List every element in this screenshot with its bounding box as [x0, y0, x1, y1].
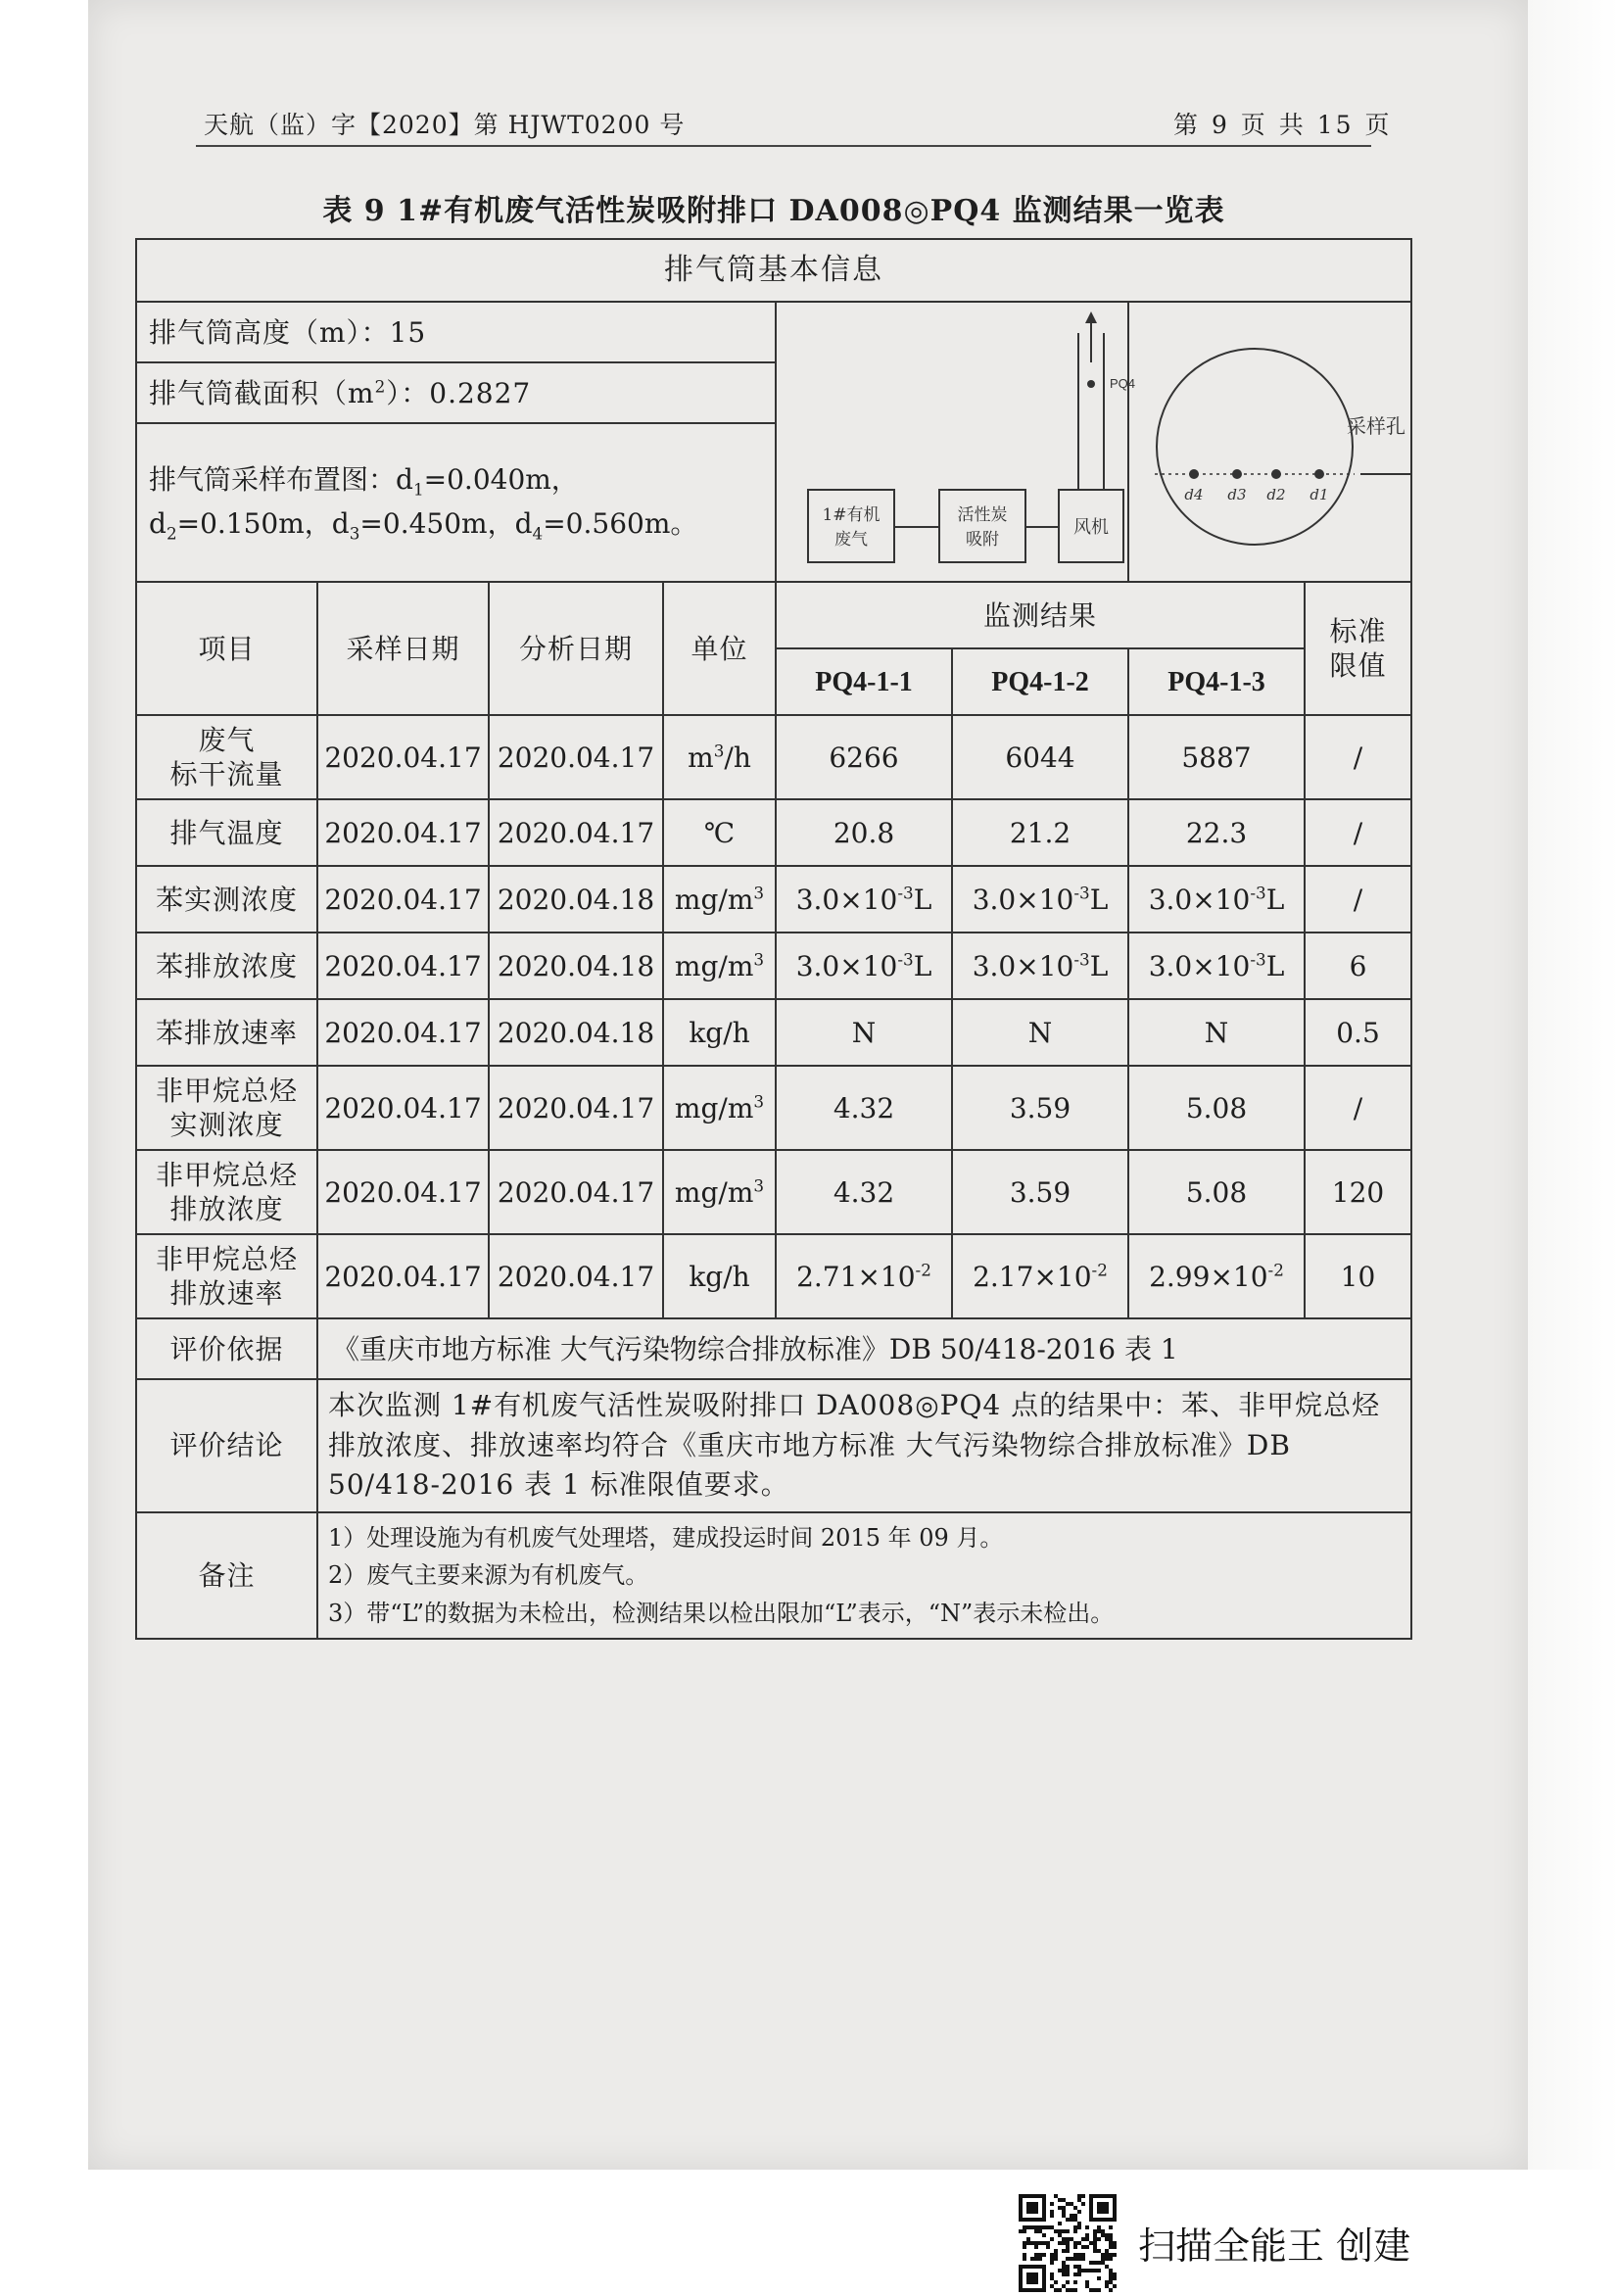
row-value: $3.0\times 10^{-3}L$ [776, 866, 952, 933]
stack-cross-section [1157, 349, 1353, 545]
sampling-hole-label: 采样孔 [1347, 414, 1405, 438]
row-analysis-date: 2020.04.17 [489, 799, 663, 866]
col-sample-date: 采样日期 [317, 582, 489, 715]
row-value: $3.0\times 10^{-3}L$ [1128, 933, 1305, 999]
fan-label: 风机 [1073, 517, 1109, 538]
row-value: 20.8 [776, 799, 952, 866]
row-value: 5.08 [1128, 1150, 1305, 1234]
process-diagram [776, 302, 1136, 582]
row-value: N [952, 999, 1128, 1066]
conclusion-text: 本次监测 1#有机废气活性炭吸附排口 DA008◎PQ4 点的结果中：苯、非甲烷总烃排放浓度、排放速率均符合《重庆市地方标准 大气污染物综合排放标准》DB 50/418-2016 表 1 标准限值要求。 [317, 1379, 1411, 1512]
table-row [136, 1234, 1411, 1318]
row-limit: / [1305, 866, 1411, 933]
row-unit: $mg/m^3$ [663, 1066, 776, 1150]
row-limit: / [1305, 799, 1411, 866]
table-row [136, 1066, 1411, 1150]
row-analysis-date: 2020.04.17 [489, 715, 663, 799]
row-value: 3.59 [952, 1066, 1128, 1150]
table-title: 表 9 1#有机废气活性炭吸附排口 DA008◎PQ4 监测结果一览表 [322, 194, 1225, 228]
row-value: 5887 [1128, 715, 1305, 799]
row-sample-date: 2020.04.17 [317, 1066, 489, 1150]
label-d4: d4 [1184, 486, 1204, 503]
row-sample-date: 2020.04.17 [317, 999, 489, 1066]
row-value: 22.3 [1128, 799, 1305, 866]
row-analysis-date: 2020.04.17 [489, 1150, 663, 1234]
row-value: 6044 [952, 715, 1128, 799]
row-unit: $mg/m^3$ [663, 866, 776, 933]
row-limit: 10 [1305, 1234, 1411, 1318]
row-analysis-date: 2020.04.18 [489, 999, 663, 1066]
row-analysis-date: 2020.04.17 [489, 1234, 663, 1318]
row-sample-date: 2020.04.17 [317, 715, 489, 799]
row-item: 苯排放速率 [136, 999, 317, 1066]
row-sample-date: 2020.04.17 [317, 799, 489, 866]
row-item: 非甲烷总烃 排放浓度 [136, 1150, 317, 1234]
table-row [136, 715, 1411, 799]
row-analysis-date: 2020.04.17 [489, 1066, 663, 1150]
row-item: 非甲烷总烃 排放速率 [136, 1234, 317, 1318]
row-unit: ℃ [663, 799, 776, 866]
row-unit: kg/h [663, 1234, 776, 1318]
row-limit: 0.5 [1305, 999, 1411, 1066]
note-item: 2）废气主要来源为有机废气。 [328, 1561, 649, 1590]
row-value: 3.59 [952, 1150, 1128, 1234]
row-item: 排气温度 [136, 799, 317, 866]
row-value: N [1128, 999, 1305, 1066]
row-item: 苯排放浓度 [136, 933, 317, 999]
row-value: 5.08 [1128, 1066, 1305, 1150]
row-value: $3.0\times 10^{-3}L$ [952, 866, 1128, 933]
scanner-watermark: 扫描全能王 创建 [1138, 2224, 1411, 2268]
row-analysis-date: 2020.04.18 [489, 933, 663, 999]
conclusion-label: 评价结论 [136, 1379, 317, 1512]
section-title: 排气筒基本信息 [136, 239, 1411, 302]
row-unit: $mg/m^3$ [663, 1150, 776, 1234]
col-pq4-1-3: PQ4-1-3 [1128, 648, 1305, 715]
table-row [136, 799, 1411, 866]
row-limit: 6 [1305, 933, 1411, 999]
paper-edge [1528, 0, 1619, 2170]
box2-line2: 吸附 [966, 530, 999, 550]
qr-code-icon [1019, 2194, 1117, 2292]
row-limit: / [1305, 715, 1411, 799]
row-sample-date: 2020.04.17 [317, 1150, 489, 1234]
row-value: $2.17\times 10^{-2}$ [952, 1234, 1128, 1318]
row-unit: $m^3/h$ [663, 715, 776, 799]
point-d3 [1232, 469, 1242, 479]
basis-label: 评价依据 [136, 1318, 317, 1379]
box2-line1: 活性炭 [957, 505, 1008, 525]
row-analysis-date: 2020.04.18 [489, 866, 663, 933]
sampling-point-dot [1087, 380, 1095, 388]
report-number: 天航（监）字【2020】第 HJWT0200 号 [204, 111, 686, 139]
row-sample-date: 2020.04.17 [317, 866, 489, 933]
point-d1 [1314, 469, 1324, 479]
table-row [136, 1150, 1411, 1234]
notes-text [317, 1512, 1411, 1639]
row-value: $3.0\times 10^{-3}L$ [776, 933, 952, 999]
point-d4 [1189, 469, 1199, 479]
basis-text: 《重庆市地方标准 大气污染物综合排放标准》DB 50/418-2016 表 1 [317, 1318, 1411, 1379]
row-value: $2.71\times 10^{-2}$ [776, 1234, 952, 1318]
stack-height: 排气筒高度（m）：15 [136, 302, 776, 362]
row-value: $2.99\times 10^{-2}$ [1128, 1234, 1305, 1318]
notes-label: 备注 [136, 1512, 317, 1639]
box1-line1: 1#有机 [822, 505, 881, 525]
point-d2 [1271, 469, 1281, 479]
note-item: 3）带“L”的数据为未检出，检测结果以检出限加“L”表示，“N”表示未检出。 [328, 1599, 1115, 1627]
row-value: 6266 [776, 715, 952, 799]
col-results: 监测结果 [776, 582, 1305, 648]
box1-line2: 废气 [834, 530, 868, 550]
stack-label: PQ4 [1110, 376, 1136, 391]
row-sample-date: 2020.04.17 [317, 1234, 489, 1318]
header-rule [196, 145, 1371, 147]
col-item: 项目 [136, 582, 317, 715]
col-unit: 单位 [663, 582, 776, 715]
label-d2: d2 [1266, 486, 1286, 503]
row-limit: 120 [1305, 1150, 1411, 1234]
table-row [136, 866, 1411, 933]
table-row [136, 999, 1411, 1066]
label-d1: d1 [1309, 486, 1329, 503]
col-pq4-1-1: PQ4-1-1 [776, 648, 952, 715]
page-number: 第 9 页 共 15 页 [1173, 111, 1393, 139]
stack-area: 排气筒截面积$(m^2)$：0.2827 [136, 362, 776, 423]
row-item: 苯实测浓度 [136, 866, 317, 933]
row-unit: kg/h [663, 999, 776, 1066]
monitoring-table [135, 238, 1412, 1640]
col-analysis-date: 分析日期 [489, 582, 663, 715]
row-value: $3.0\times 10^{-3}L$ [1128, 866, 1305, 933]
row-item: 废气 标干流量 [136, 715, 317, 799]
row-value: $3.0\times 10^{-3}L$ [952, 933, 1128, 999]
row-value: 21.2 [952, 799, 1128, 866]
row-value: 4.32 [776, 1066, 952, 1150]
sampling-layout: 排气筒采样布置图：$d_1=0.040m$， $d_2=0.150m$，$d_3=0.450m$，$d_4=0.560m$。 [136, 423, 776, 582]
table-row [136, 933, 1411, 999]
row-value: 4.32 [776, 1150, 952, 1234]
organic-gas-box [808, 490, 894, 562]
row-unit: $mg/m^3$ [663, 933, 776, 999]
row-value: N [776, 999, 952, 1066]
carbon-adsorber-box [939, 490, 1025, 562]
cross-section-diagram [1128, 302, 1411, 582]
label-d3: d3 [1227, 486, 1247, 503]
note-item: 1）处理设施为有机废气处理塔，建成投运时间 2015 年 09 月。 [328, 1523, 1004, 1552]
col-limit: 标准 限值 [1305, 582, 1411, 715]
row-sample-date: 2020.04.17 [317, 933, 489, 999]
row-item: 非甲烷总烃 实测浓度 [136, 1066, 317, 1150]
row-limit: / [1305, 1066, 1411, 1150]
col-pq4-1-2: PQ4-1-2 [952, 648, 1128, 715]
